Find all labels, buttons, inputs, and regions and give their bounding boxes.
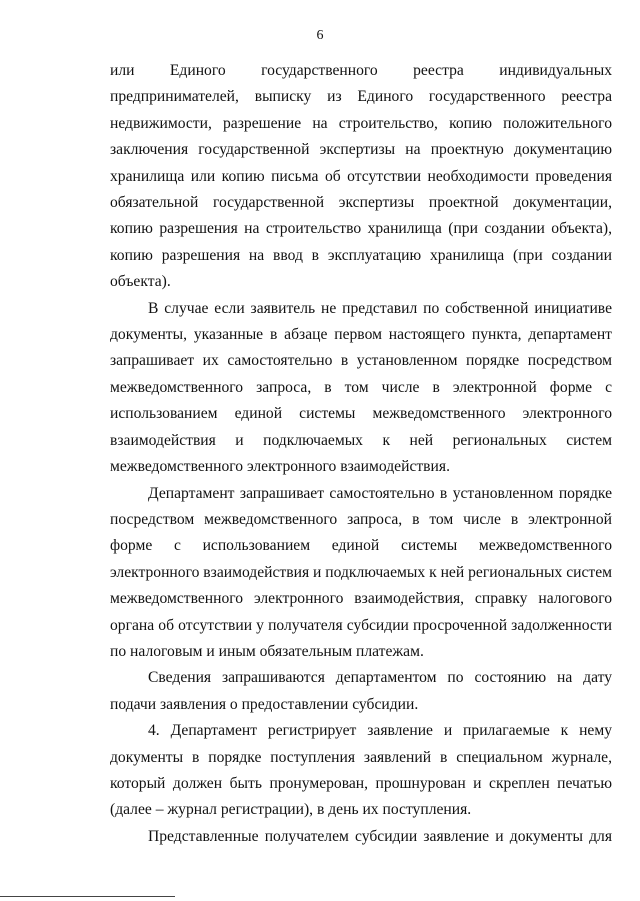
- footer-divider: [0, 896, 175, 897]
- paragraph-info-date: Сведения запрашиваются департаментом по состоянию на дату подачи заявления о предоставлении субсидии.: [110, 669, 612, 713]
- paragraph-registration: 4. Департамент регистрирует заявление и прилагаемые к нему документы в порядке поступления заявлений в специальном журнале, который должен быть пронумерован, прошнурован и скреплен печатью (далее – журнал регистрации), в день их поступления.: [110, 722, 612, 819]
- paragraph-tax-certificate: Департамент запрашивает самостоятельно в установленном порядке посредством межведомственного запроса, в том числе в электронной форме с использованием единой системы межведомственного электронного взаимодействия и подключаемых к ней региональных систем межведомственного электронного взаимодействия, справку налогового органа об отсутствии у получателя субсидии просроченной задолженности по налоговым и иным обязательным платежам.: [110, 484, 612, 660]
- paragraph-submitted-documents: Представленные получателем субсидии заявление и документы для: [148, 827, 612, 845]
- page-number: 6: [316, 28, 324, 43]
- document-body: [110, 58, 612, 850]
- paragraph-continuation: или Единого государственного реестра индивидуальных предпринимателей, выписку из Единого государственного реестра недвижимости, разрешение на строительство, копию положительного заключения государственной экспертизы на проектную документацию хранилища или копию письма об отсутствии необходимости проведения обязательной государственной экспертизы проектной документации, копию разрешения на строительство хранилища (при создании объекта), копию разрешения на ввод в эксплуатацию хранилища (при создании объекта).: [110, 62, 612, 291]
- paragraph-interagency-request: В случае если заявитель не представил по собственной инициативе документы, указанные в абзаце первом настоящего пункта, департамент запрашивает их самостоятельно в установленном порядке посредством межведомственного запроса, в том числе в электронной форме с использованием единой системы межведомственного электронного взаимодействия и подключаемых к ней региональных систем межведомственного электронного взаимодействия.: [110, 299, 612, 476]
